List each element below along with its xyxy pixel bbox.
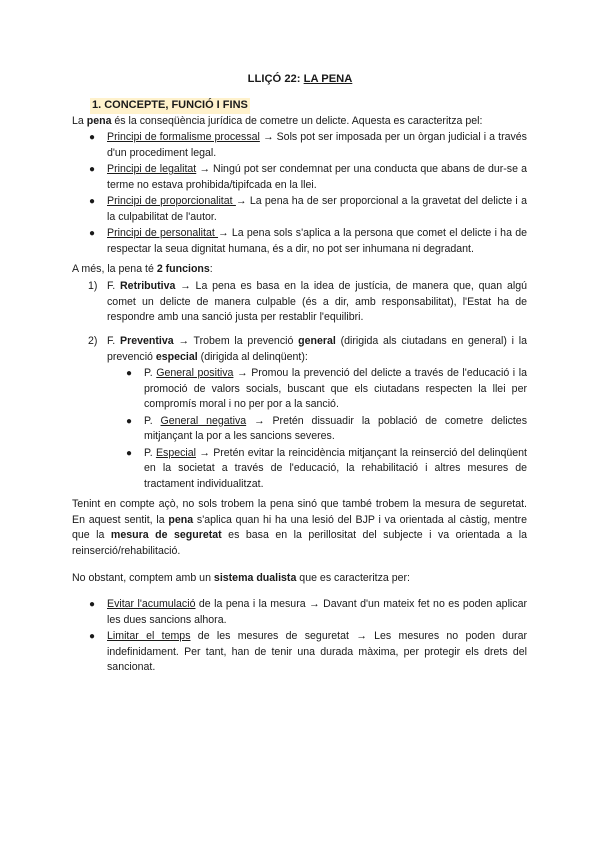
list-item: ● Evitar l'acumulació de la pena i la mesura → Davant d'un mateix fet no es poden aplicar les dues sancions alhora. bbox=[89, 598, 527, 626]
dualist-intro: No obstant, comptem amb un sistema dualista que es caracteritza per: bbox=[72, 572, 411, 584]
bullet-icon: ● bbox=[89, 599, 96, 610]
list-item: ● P. General positiva → Promou la prevenció del delicte a través de l'educació i la promoció de valors socials, buscant que els ciutadans respecten la llei per compromís moral i no per por a la sanció. bbox=[126, 367, 527, 410]
list-item: ● Principi de proporcionalitat → La pena ha de ser proporcional a la gravetat del delicte i a la culpabilitat de l'autor. bbox=[89, 195, 527, 223]
bullet-icon: ● bbox=[89, 196, 96, 207]
bullet-icon: ● bbox=[126, 447, 133, 459]
bullet-icon: ● bbox=[126, 368, 133, 379]
lesson-title: LLIÇÓ 22: LA PENA bbox=[247, 73, 353, 85]
functions-list-2 bbox=[88, 334, 527, 365]
bullet-icon: ● bbox=[89, 228, 96, 239]
section-heading-concept: 1. CONCEPTE, FUNCIÓ I FINS bbox=[90, 98, 250, 114]
list-item: ● Principi de personalitat → La pena sols s'aplica a la persona que comet el delicte i ha de respectar la seua dignitat humana, és a dir, no pot ser inhumana ni degradant. bbox=[89, 227, 527, 255]
security-paragraph: Tenint en compte açò, no sols trobem la pena sinó que també trobem la mesura de seguretat. En aquest sentit, la pena s'aplica quan hi ha una lesió del BJP i va orientada al càstig, mentre que la mesura de seguretat es basa en la perillositat del subjecte i va orientada a la reinserció/rehabilitació. bbox=[72, 498, 527, 557]
list-item: ● Principi de legalitat → Ningú pot ser condemnat per una conducta que abans de dur-se a terme no estava prohibida/tipifcada en la llei. bbox=[89, 163, 527, 191]
functions-intro: A més, la pena té 2 funcions: bbox=[72, 263, 213, 275]
function-preventiva: 2) F. Preventiva → Trobem la prevenció general (dirigida als ciutadans en general) i la prevenció especial (dirigida al delinqüent): bbox=[88, 335, 527, 363]
functions-list bbox=[88, 279, 527, 326]
list-item: ● P. General negativa → Pretén dissuadir la població de cometre delictes mitjançant la por a les sancions severes. bbox=[126, 414, 527, 442]
prevention-list bbox=[126, 366, 527, 492]
bullet-icon: ● bbox=[89, 631, 96, 642]
list-item: ● Principi de formalisme processal → Sols pot ser imposada per un òrgan judicial i a través d'un procediment legal. bbox=[89, 131, 527, 159]
list-item: ● P. Especial → Pretén evitar la reincidència mitjançant la reinserció del delinqüent en la societat a través de l'educació, la rehabilitació i altres mesures de tractament individualitzat. bbox=[126, 446, 527, 490]
bullet-icon: ● bbox=[89, 164, 96, 175]
function-retributiva: 1) F. Retributiva → La pena es basa en la idea de justícia, de manera que, quan algú comet un delicte de manera culpable (és a dir, amb responsabilitat), l'Estat ha de respondre amb una sanció justa per restablir l'equilibri. bbox=[88, 280, 527, 323]
list-item: ● Limitar el temps de les mesures de seguretat → Les mesures no poden durar indefinidament. Per tant, han de tenir una durada màxima, per protegir els drets del sancionat. bbox=[89, 630, 527, 673]
dualist-list bbox=[89, 597, 527, 676]
intro-paragraph: La pena és la conseqüència jurídica de cometre un delicte. Aquesta es caracteritza pel: bbox=[72, 115, 483, 127]
bullet-icon: ● bbox=[89, 132, 96, 143]
principles-list bbox=[89, 130, 527, 257]
bullet-icon: ● bbox=[126, 415, 133, 427]
lesson-title-underlined: LA PENA bbox=[303, 73, 353, 85]
